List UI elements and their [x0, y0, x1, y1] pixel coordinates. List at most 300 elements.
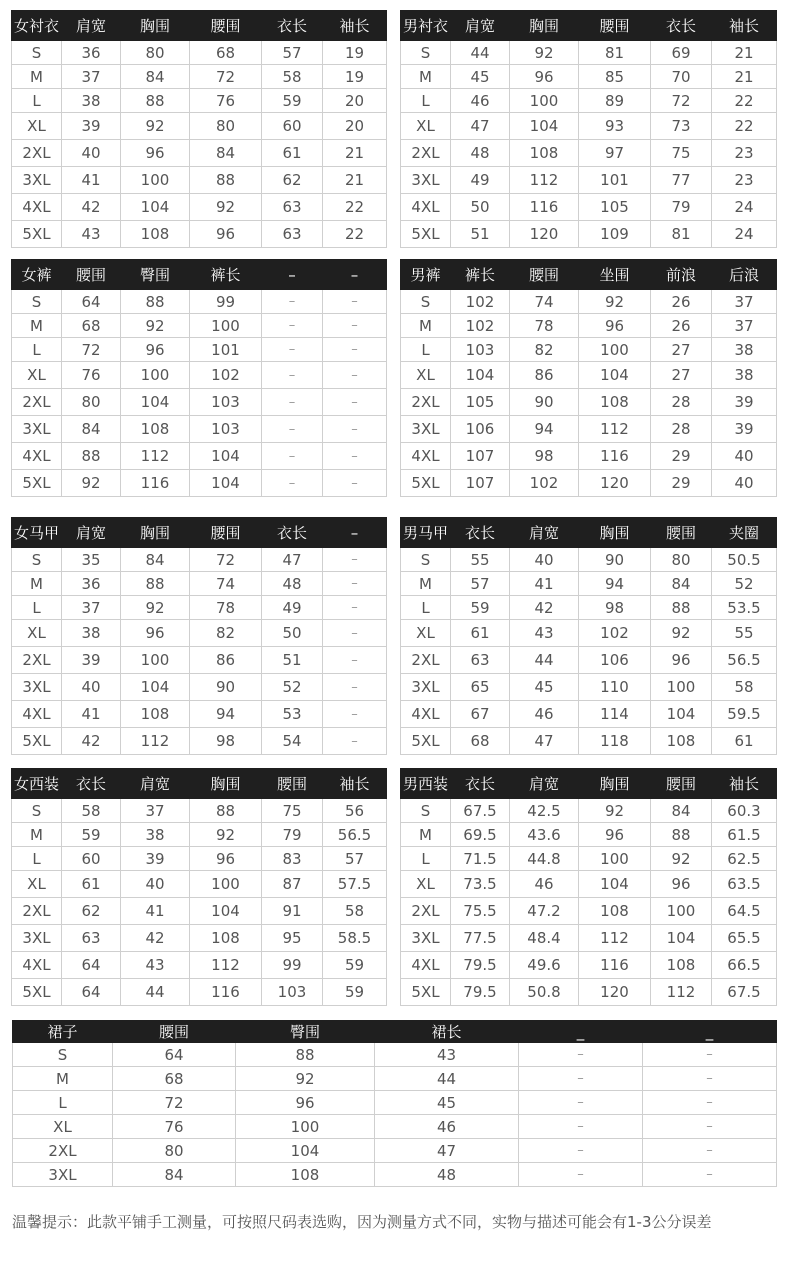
- table-row: [12, 314, 387, 338]
- measurement-cell: 47: [451, 113, 510, 140]
- measurement-cell: 53.5: [712, 596, 777, 620]
- measurement-cell: 108: [121, 701, 190, 728]
- measurement-cell: 104: [236, 1139, 375, 1163]
- size-label-cell: L: [12, 847, 62, 871]
- measurement-cell: 80: [190, 113, 262, 140]
- table-row: [401, 674, 777, 701]
- measurement-cell: 46: [510, 701, 579, 728]
- measurement-cell: 46: [451, 89, 510, 113]
- measurement-cell: 50.8: [510, 979, 579, 1006]
- measurement-cell: 92: [121, 596, 190, 620]
- measurement-cell: 49.6: [510, 952, 579, 979]
- measurement-cell: 116: [579, 952, 651, 979]
- size-label-cell: XL: [401, 362, 451, 389]
- size-label-cell: 3XL: [401, 674, 451, 701]
- size-label-cell: XL: [401, 620, 451, 647]
- measurement-cell: 96: [651, 871, 712, 898]
- measurement-cell: 80: [113, 1139, 236, 1163]
- measurement-cell: 92: [121, 113, 190, 140]
- measurement-cell: 39: [712, 416, 777, 443]
- size-label-cell: XL: [12, 362, 62, 389]
- table-title-cell: 男裤: [401, 260, 451, 290]
- measurement-cell: 90: [190, 674, 262, 701]
- measurement-cell: 41: [62, 701, 121, 728]
- measurement-cell: 108: [651, 728, 712, 755]
- measurement-cell: 96: [190, 847, 262, 871]
- measurement-cell: 100: [651, 898, 712, 925]
- measurement-cell: 103: [190, 416, 262, 443]
- column-header: 袖长: [323, 769, 387, 799]
- size-label-cell: L: [12, 596, 62, 620]
- measurement-cell: 112: [190, 952, 262, 979]
- measurement-cell: 60: [62, 847, 121, 871]
- measurement-cell: 100: [121, 362, 190, 389]
- size-label-cell: L: [401, 847, 451, 871]
- measurement-cell: 29: [651, 470, 712, 497]
- measurement-cell: 46: [375, 1115, 519, 1139]
- measurement-cell: 106: [451, 416, 510, 443]
- measurement-cell: 26: [651, 314, 712, 338]
- measurement-cell: 21: [712, 65, 777, 89]
- table-row: [401, 338, 777, 362]
- measurement-note: 温馨提示：此款平铺手工测量，可按照尺码表选购，因为测量方式不同，实物与描述可能会有1-3公分误差: [12, 1213, 712, 1231]
- measurement-cell: 120: [510, 221, 579, 248]
- measurement-cell: 100: [190, 314, 262, 338]
- measurement-cell: 24: [712, 221, 777, 248]
- measurement-cell: 68: [190, 41, 262, 65]
- measurement-cell: 103: [262, 979, 323, 1006]
- size-label-cell: XL: [12, 620, 62, 647]
- measurement-cell: 84: [651, 572, 712, 596]
- column-header: 腰围: [190, 11, 262, 41]
- measurement-cell: –: [323, 314, 387, 338]
- measurement-cell: 99: [262, 952, 323, 979]
- measurement-cell: 68: [451, 728, 510, 755]
- measurement-cell: 48: [262, 572, 323, 596]
- column-header: 胸围: [579, 518, 651, 548]
- table-row: [12, 572, 387, 596]
- measurement-cell: –: [323, 620, 387, 647]
- table-row: [13, 1115, 777, 1139]
- table-row: [13, 1091, 777, 1115]
- measurement-cell: 44.8: [510, 847, 579, 871]
- measurement-cell: 92: [190, 823, 262, 847]
- measurement-cell: 62.5: [712, 847, 777, 871]
- measurement-cell: 104: [121, 389, 190, 416]
- measurement-cell: 91: [262, 898, 323, 925]
- table-row: [12, 338, 387, 362]
- measurement-cell: 38: [712, 362, 777, 389]
- column-header: 胸围: [510, 11, 579, 41]
- measurement-cell: 116: [190, 979, 262, 1006]
- measurement-cell: 88: [121, 89, 190, 113]
- measurement-cell: 86: [510, 362, 579, 389]
- size-label-cell: M: [401, 314, 451, 338]
- measurement-cell: 46: [510, 871, 579, 898]
- table-row: [401, 620, 777, 647]
- size-label-cell: S: [12, 548, 62, 572]
- measurement-cell: 112: [121, 443, 190, 470]
- measurement-cell: 104: [190, 470, 262, 497]
- table-row: [12, 620, 387, 647]
- table-row: [12, 596, 387, 620]
- measurement-cell: 62: [62, 898, 121, 925]
- measurement-cell: 99: [190, 290, 262, 314]
- measurement-cell: –: [262, 314, 323, 338]
- measurement-cell: 106: [579, 647, 651, 674]
- measurement-cell: 76: [190, 89, 262, 113]
- measurement-cell: 43: [121, 952, 190, 979]
- measurement-cell: 92: [236, 1067, 375, 1091]
- measurement-cell: 73: [651, 113, 712, 140]
- measurement-cell: 84: [62, 416, 121, 443]
- table-row: [401, 416, 777, 443]
- measurement-cell: 36: [62, 41, 121, 65]
- measurement-cell: 104: [510, 113, 579, 140]
- table-row: [401, 572, 777, 596]
- column-header: –: [262, 260, 323, 290]
- measurement-cell: 64: [62, 290, 121, 314]
- measurement-cell: –: [323, 416, 387, 443]
- measurement-cell: 94: [190, 701, 262, 728]
- column-header: –: [323, 260, 387, 290]
- measurement-cell: 72: [190, 65, 262, 89]
- table-title-cell: 裙子: [13, 1021, 113, 1043]
- measurement-cell: 54: [262, 728, 323, 755]
- measurement-cell: 23: [712, 167, 777, 194]
- measurement-cell: 84: [113, 1163, 236, 1187]
- measurement-cell: 104: [121, 194, 190, 221]
- measurement-cell: 92: [510, 41, 579, 65]
- measurement-cell: 94: [579, 572, 651, 596]
- table-row: [401, 194, 777, 221]
- measurement-cell: 96: [236, 1091, 375, 1115]
- column-header: 肩宽: [510, 769, 579, 799]
- size-label-cell: 3XL: [401, 167, 451, 194]
- measurement-cell: 47: [262, 548, 323, 572]
- measurement-cell: 57.5: [323, 871, 387, 898]
- measurement-cell: 22: [712, 113, 777, 140]
- measurement-cell: 102: [190, 362, 262, 389]
- measurement-cell: 39: [62, 647, 121, 674]
- measurement-cell: –: [323, 443, 387, 470]
- table-row: [401, 290, 777, 314]
- measurement-cell: 36: [62, 572, 121, 596]
- measurement-cell: 59.5: [712, 701, 777, 728]
- measurement-cell: 19: [323, 65, 387, 89]
- measurement-cell: 64: [62, 952, 121, 979]
- size-label-cell: L: [401, 596, 451, 620]
- measurement-cell: 116: [121, 470, 190, 497]
- measurement-cell: –: [262, 389, 323, 416]
- column-header: 夹圈: [712, 518, 777, 548]
- measurement-cell: –: [323, 470, 387, 497]
- column-header: 肩宽: [451, 11, 510, 41]
- table-row: [12, 140, 387, 167]
- size-label-cell: S: [401, 41, 451, 65]
- measurement-cell: 100: [121, 647, 190, 674]
- size-table-womens-pants: [11, 259, 387, 497]
- measurement-cell: 110: [579, 674, 651, 701]
- size-label-cell: 4XL: [12, 952, 62, 979]
- measurement-cell: 45: [375, 1091, 519, 1115]
- measurement-cell: 21: [323, 167, 387, 194]
- measurement-cell: 104: [451, 362, 510, 389]
- measurement-cell: 79.5: [451, 952, 510, 979]
- column-header: 胸围: [121, 518, 190, 548]
- measurement-cell: 116: [579, 443, 651, 470]
- measurement-cell: 55: [712, 620, 777, 647]
- table-row: [401, 221, 777, 248]
- table-header-row: [401, 260, 777, 290]
- table-title-cell: 男马甲: [401, 518, 451, 548]
- measurement-cell: –: [262, 290, 323, 314]
- table-row: [401, 871, 777, 898]
- table-row: [12, 925, 387, 952]
- measurement-cell: 88: [651, 823, 712, 847]
- measurement-cell: 71.5: [451, 847, 510, 871]
- measurement-cell: 100: [236, 1115, 375, 1139]
- measurement-cell: 38: [62, 89, 121, 113]
- measurement-cell: –: [519, 1091, 643, 1115]
- column-header: _: [643, 1021, 777, 1043]
- column-header: 坐围: [579, 260, 651, 290]
- table-row: [12, 362, 387, 389]
- measurement-cell: 38: [62, 620, 121, 647]
- measurement-cell: 40: [712, 470, 777, 497]
- measurement-cell: 104: [579, 871, 651, 898]
- table-row: [13, 1139, 777, 1163]
- measurement-cell: 76: [62, 362, 121, 389]
- measurement-cell: 65: [451, 674, 510, 701]
- size-label-cell: XL: [401, 871, 451, 898]
- measurement-cell: 50: [262, 620, 323, 647]
- table-header-row: [401, 518, 777, 548]
- measurement-cell: 22: [323, 221, 387, 248]
- measurement-cell: 47: [375, 1139, 519, 1163]
- column-header: 胸围: [121, 11, 190, 41]
- measurement-cell: 39: [121, 847, 190, 871]
- size-label-cell: 4XL: [12, 194, 62, 221]
- measurement-cell: –: [519, 1067, 643, 1091]
- measurement-cell: 102: [451, 314, 510, 338]
- table-row: [401, 113, 777, 140]
- measurement-cell: –: [323, 290, 387, 314]
- size-label-cell: S: [12, 290, 62, 314]
- table-row: [12, 674, 387, 701]
- column-header: 衣长: [451, 518, 510, 548]
- measurement-cell: 59: [262, 89, 323, 113]
- measurement-cell: 75: [651, 140, 712, 167]
- measurement-cell: 28: [651, 389, 712, 416]
- table-row: [401, 41, 777, 65]
- size-label-cell: 4XL: [12, 443, 62, 470]
- measurement-cell: 104: [651, 701, 712, 728]
- measurement-cell: 92: [62, 470, 121, 497]
- table-row: [401, 701, 777, 728]
- measurement-cell: 100: [651, 674, 712, 701]
- measurement-cell: 67.5: [712, 979, 777, 1006]
- size-label-cell: 5XL: [12, 979, 62, 1006]
- measurement-cell: 58: [262, 65, 323, 89]
- measurement-cell: 40: [712, 443, 777, 470]
- column-header: 后浪: [712, 260, 777, 290]
- measurement-cell: 93: [579, 113, 651, 140]
- table-row: [12, 728, 387, 755]
- column-header: 袖长: [323, 11, 387, 41]
- measurement-cell: 92: [579, 799, 651, 823]
- measurement-cell: –: [519, 1139, 643, 1163]
- measurement-cell: 96: [121, 140, 190, 167]
- measurement-cell: 82: [510, 338, 579, 362]
- measurement-cell: –: [323, 572, 387, 596]
- measurement-cell: 74: [510, 290, 579, 314]
- measurement-cell: 108: [579, 389, 651, 416]
- measurement-cell: 47: [510, 728, 579, 755]
- size-table-womens-vest: [11, 517, 387, 755]
- size-label-cell: 2XL: [12, 647, 62, 674]
- measurement-cell: 96: [579, 823, 651, 847]
- size-label-cell: S: [401, 799, 451, 823]
- table-row: [401, 65, 777, 89]
- measurement-cell: 88: [121, 290, 190, 314]
- measurement-cell: –: [262, 470, 323, 497]
- measurement-cell: 95: [262, 925, 323, 952]
- measurement-cell: 100: [121, 167, 190, 194]
- table-header-row: [12, 11, 387, 41]
- measurement-cell: 43: [510, 620, 579, 647]
- measurement-cell: 47.2: [510, 898, 579, 925]
- measurement-cell: 120: [579, 979, 651, 1006]
- size-label-cell: M: [401, 65, 451, 89]
- measurement-cell: 62: [262, 167, 323, 194]
- table-row: [12, 979, 387, 1006]
- measurement-cell: 67.5: [451, 799, 510, 823]
- column-header: 肩宽: [62, 11, 121, 41]
- measurement-cell: 82: [190, 620, 262, 647]
- measurement-cell: 100: [579, 847, 651, 871]
- measurement-cell: –: [323, 548, 387, 572]
- size-label-cell: S: [13, 1043, 113, 1067]
- table-row: [12, 898, 387, 925]
- size-label-cell: 3XL: [12, 925, 62, 952]
- table-row: [401, 167, 777, 194]
- measurement-cell: 63: [262, 194, 323, 221]
- measurement-cell: 89: [579, 89, 651, 113]
- measurement-cell: 107: [451, 470, 510, 497]
- measurement-cell: 59: [323, 979, 387, 1006]
- measurement-cell: 61: [262, 140, 323, 167]
- measurement-cell: –: [323, 362, 387, 389]
- measurement-cell: 40: [121, 871, 190, 898]
- measurement-cell: 57: [323, 847, 387, 871]
- measurement-cell: 19: [323, 41, 387, 65]
- measurement-cell: 104: [121, 674, 190, 701]
- column-header: 臀围: [236, 1021, 375, 1043]
- measurement-cell: 80: [121, 41, 190, 65]
- table-row: [12, 548, 387, 572]
- measurement-cell: 45: [510, 674, 579, 701]
- size-label-cell: 3XL: [401, 925, 451, 952]
- measurement-cell: 77: [651, 167, 712, 194]
- measurement-cell: 57: [262, 41, 323, 65]
- measurement-cell: 56.5: [712, 647, 777, 674]
- column-header: 袖长: [712, 11, 777, 41]
- measurement-cell: 68: [113, 1067, 236, 1091]
- measurement-cell: –: [643, 1043, 777, 1067]
- measurement-cell: 64: [62, 979, 121, 1006]
- measurement-cell: 52: [262, 674, 323, 701]
- table-row: [12, 167, 387, 194]
- measurement-cell: 55: [451, 548, 510, 572]
- measurement-cell: 48.4: [510, 925, 579, 952]
- size-label-cell: 5XL: [401, 470, 451, 497]
- size-label-cell: S: [12, 799, 62, 823]
- measurement-cell: 69: [651, 41, 712, 65]
- table-row: [12, 701, 387, 728]
- measurement-cell: 20: [323, 89, 387, 113]
- size-label-cell: 2XL: [401, 898, 451, 925]
- column-header: 前浪: [651, 260, 712, 290]
- measurement-cell: 83: [262, 847, 323, 871]
- measurement-cell: 44: [121, 979, 190, 1006]
- table-row: [401, 314, 777, 338]
- measurement-cell: 112: [651, 979, 712, 1006]
- size-label-cell: M: [401, 572, 451, 596]
- measurement-cell: 64: [113, 1043, 236, 1067]
- size-label-cell: 5XL: [401, 221, 451, 248]
- table-row: [401, 728, 777, 755]
- measurement-cell: 58: [323, 898, 387, 925]
- table-row: [12, 647, 387, 674]
- size-label-cell: 4XL: [401, 443, 451, 470]
- table-header-row: [401, 11, 777, 41]
- table-row: [401, 799, 777, 823]
- measurement-cell: 112: [510, 167, 579, 194]
- measurement-cell: 112: [121, 728, 190, 755]
- measurement-cell: 44: [510, 647, 579, 674]
- size-label-cell: 4XL: [401, 952, 451, 979]
- size-label-cell: XL: [401, 113, 451, 140]
- measurement-cell: 74: [190, 572, 262, 596]
- measurement-cell: 112: [579, 416, 651, 443]
- column-header: 腰围: [651, 769, 712, 799]
- size-label-cell: M: [401, 823, 451, 847]
- measurement-cell: 112: [579, 925, 651, 952]
- measurement-cell: 108: [510, 140, 579, 167]
- measurement-cell: 56.5: [323, 823, 387, 847]
- measurement-cell: –: [519, 1163, 643, 1187]
- measurement-cell: 84: [121, 65, 190, 89]
- table-row: [12, 799, 387, 823]
- measurement-cell: 65.5: [712, 925, 777, 952]
- measurement-cell: 108: [579, 898, 651, 925]
- measurement-cell: –: [519, 1043, 643, 1067]
- measurement-cell: 51: [262, 647, 323, 674]
- table-row: [12, 416, 387, 443]
- measurement-cell: 90: [579, 548, 651, 572]
- measurement-cell: 50: [451, 194, 510, 221]
- measurement-cell: 37: [62, 596, 121, 620]
- measurement-cell: 38: [121, 823, 190, 847]
- measurement-cell: 88: [62, 443, 121, 470]
- column-header: 裤长: [451, 260, 510, 290]
- measurement-cell: 39: [62, 113, 121, 140]
- column-header: 腰围: [113, 1021, 236, 1043]
- measurement-cell: –: [262, 416, 323, 443]
- measurement-cell: 37: [712, 290, 777, 314]
- column-header: 胸围: [190, 769, 262, 799]
